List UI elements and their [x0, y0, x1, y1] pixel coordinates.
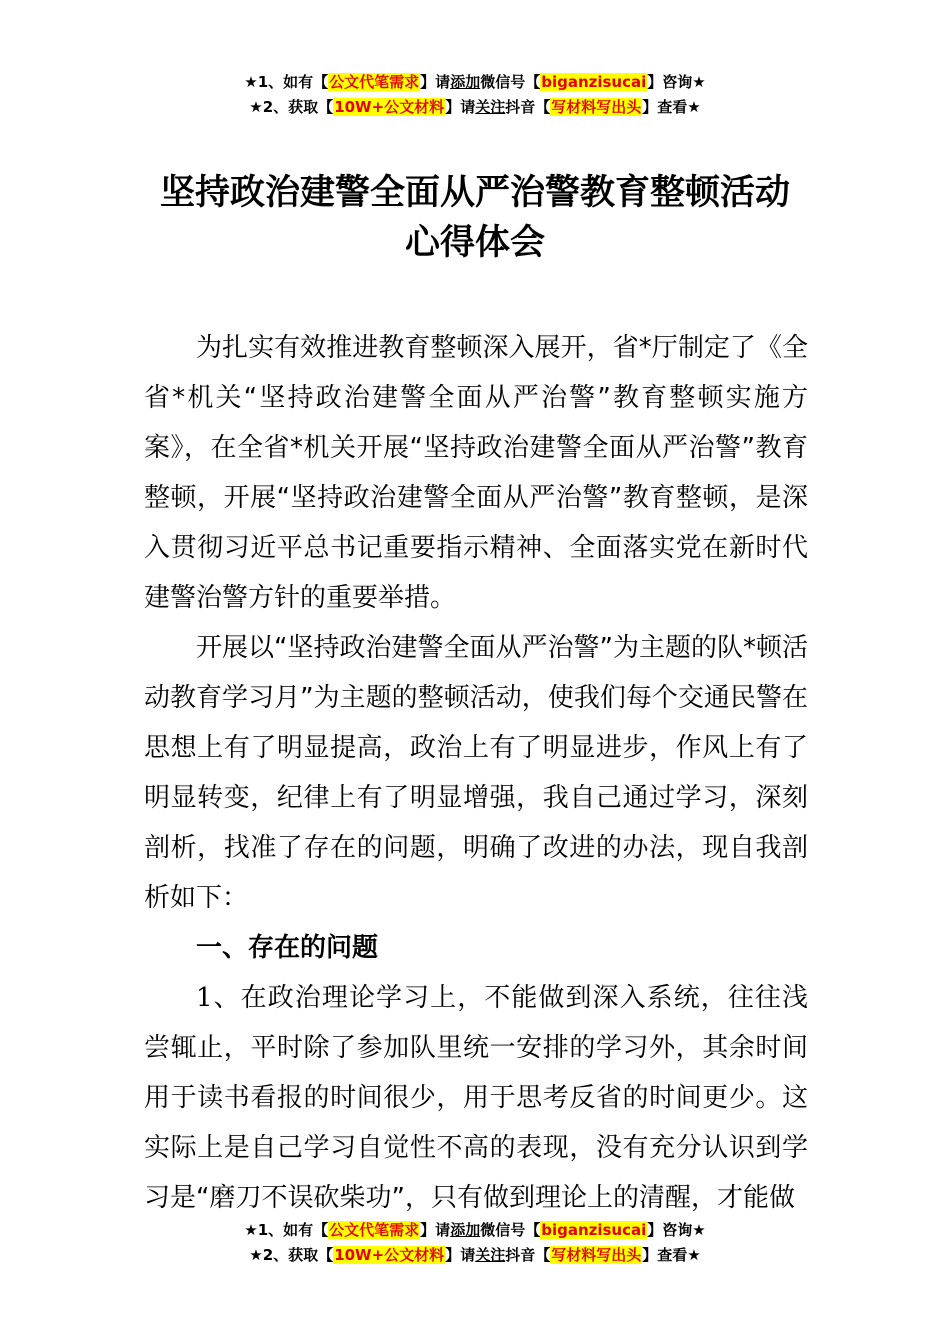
- section-heading: 一、存在的问题: [196, 933, 379, 963]
- paragraph-1: 为扎实有效推进教育整顿深入展开，省*厅制定了《全省*机关“坚持政治建警全面从严治警”教育整顿实施方案》，在全省*机关开展“坚持政治建警全面从严治警”教育整顿，开展“坚持政治建警全面从严治警”教育整顿，是深入贯彻习近平总书记重要指示精神、全面落实党在新时代建警治警方针的重要举措。: [144, 333, 808, 613]
- item-text: 、在政治理论学习上，不能做到深入系统，往往浅尝辄止，平时除了参加队里统一安排的学习外，其余时间用于读书看报的时间很少，用于思考反省的时间更少。这实际上是自己学习自觉性不高的表现，没有充分认识到学习是“磨刀不误砍柴功”，只有做到理论上的清醒，才能做: [144, 983, 808, 1213]
- promo-highlight: 10W+公文材料: [334, 98, 445, 116]
- paragraph-item-1: [144, 973, 808, 1223]
- promo-highlight: 公文代笔需求: [329, 1221, 420, 1239]
- document-title: [0, 168, 950, 268]
- promo-highlight: 写材料写出头: [551, 1246, 642, 1264]
- title-line-1: 坚持政治建警全面从严治警教育整顿活动: [159, 173, 790, 213]
- promo-header: [0, 70, 950, 120]
- promo-line-2: ★2、获取【10W+公文材料】请关注抖音【写材料写出头】查看★: [249, 1246, 701, 1264]
- paragraph-2: 开展以“坚持政治建警全面从严治警”为主题的队*顿活动教育学习月”为主题的整顿活动，使我们每个交通民警在思想上有了明显提高，政治上有了明显进步，作风上有了明显转变，纪律上有了明显增强，我自己通过学习，深刻剖析，找准了存在的问题，明确了改进的办法，现自我剖析如下：: [144, 633, 808, 913]
- promo-highlight: biganzisucai: [541, 73, 647, 91]
- item-number: 1: [196, 983, 213, 1013]
- promo-highlight: 公文代笔需求: [329, 73, 420, 91]
- promo-line-2: ★2、获取【10W+公文材料】请关注抖音【写材料写出头】查看★: [249, 98, 701, 116]
- title-line-2: 心得体会: [404, 223, 545, 263]
- promo-line-1: ★1、如有【公文代笔需求】请添加微信号【biganzisucai】咨询★: [244, 73, 706, 91]
- promo-highlight: biganzisucai: [541, 1221, 647, 1239]
- promo-footer: [0, 1218, 950, 1268]
- promo-highlight: 写材料写出头: [551, 98, 642, 116]
- promo-line-1: ★1、如有【公文代笔需求】请添加微信号【biganzisucai】咨询★: [244, 1221, 706, 1239]
- promo-highlight: 10W+公文材料: [334, 1246, 445, 1264]
- document-body: [144, 323, 808, 1223]
